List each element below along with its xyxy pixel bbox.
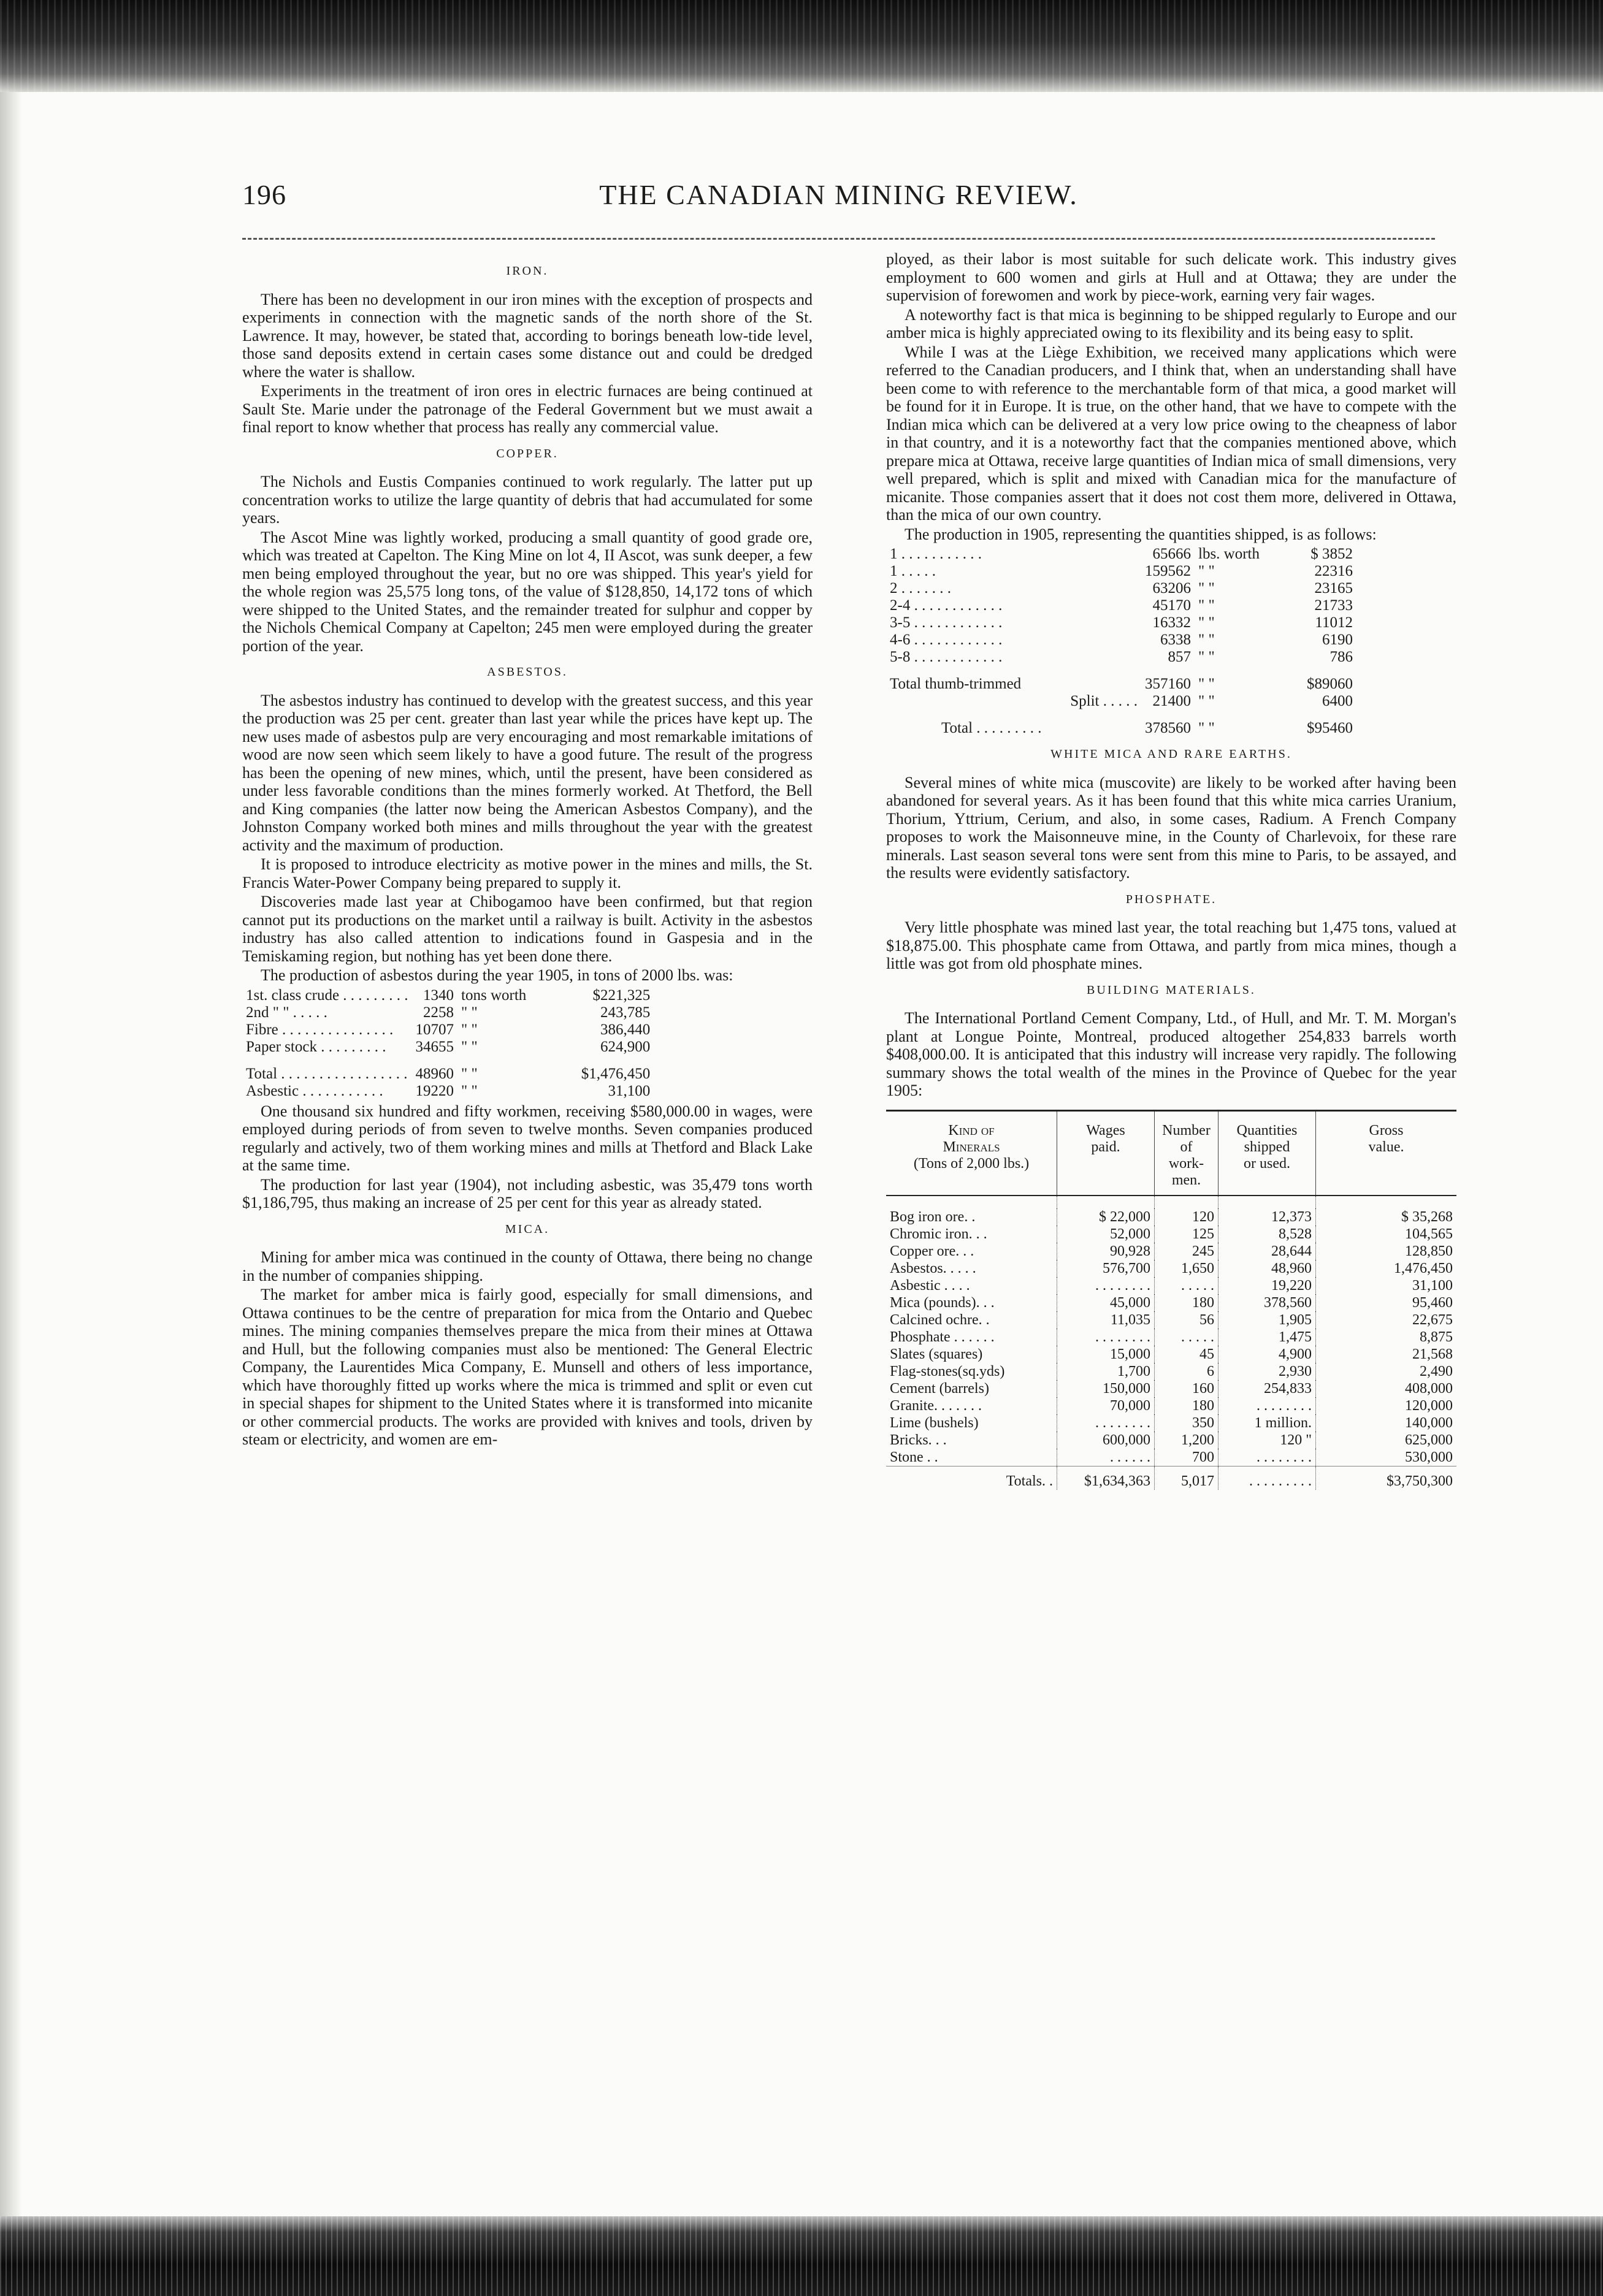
row-label: Split . . . . . <box>1070 693 1138 709</box>
gross-value: 21,568 <box>1412 1346 1453 1362</box>
workmen-count: 180 <box>1155 1397 1219 1414</box>
right-column <box>886 250 1456 1490</box>
table-row <box>886 1432 1456 1449</box>
quantity-shipped: 1,475 <box>1219 1329 1316 1346</box>
quantity-shipped: 2,930 <box>1219 1363 1316 1380</box>
gross-value: $ 35,268 <box>1401 1208 1453 1225</box>
row-value: 21733 <box>1314 597 1353 614</box>
column-header-wages: Wages paid. <box>1057 1110 1155 1196</box>
quantity-shipped: . . . . . . . . <box>1219 1449 1316 1466</box>
row-label: Fibre . . . . . . . . . . . . . . . <box>246 1021 394 1038</box>
wages-paid: 45,000 <box>1057 1294 1155 1311</box>
row-value: $95460 <box>1307 720 1353 736</box>
row-unit: " " <box>461 1038 478 1055</box>
row-label: Total thumb-trimmed <box>890 676 1022 692</box>
table-row <box>886 1449 1456 1466</box>
section-heading-white-mica: WHITE MICA AND RARE EARTHS. <box>1050 747 1292 761</box>
table-row <box>886 1277 1456 1294</box>
row-unit: lbs. worth <box>1198 546 1260 562</box>
section-heading-copper: COPPER. <box>496 446 559 460</box>
gross-value: 95,460 <box>1412 1294 1453 1311</box>
mineral-name: Mica (pounds). . . <box>886 1294 1057 1311</box>
column-header-workmen: Number of work- men. <box>1155 1110 1219 1196</box>
wages-paid: . . . . . . <box>1057 1449 1155 1466</box>
row-unit: " " <box>461 1082 478 1099</box>
paragraph: The asbestos industry has continued to develop with the greatest success, and this year the production was 25 per cent. greater than last year while the prices have kept up. The new uses made of asbestos pulp are very encouraging and most remarkable imitations of wood are now seen which seem likely to have a good future. The result of the progress has been the opening of new mines, which, until the present, have been considered as under less favorable conditions than the mines formerly worked. At Thetford, the Bell and King companies (the latter now being the American Asbestos Company), and the Johnston Company worked both mines and mills throughout the year with the greatest activity and the maximum of production. <box>242 691 813 854</box>
row-unit: " " <box>1198 563 1215 579</box>
quantity-shipped: 1,905 <box>1219 1311 1316 1329</box>
quantity-shipped: 19,220 <box>1219 1277 1316 1294</box>
table-row-total <box>242 1056 654 1083</box>
row-value: 22316 <box>1314 563 1353 579</box>
table-row <box>886 614 1356 631</box>
row-label: Total . . . . . . . . . <box>941 720 1042 736</box>
gross-value: 625,000 <box>1405 1432 1453 1448</box>
gross-value: 104,565 <box>1405 1226 1453 1242</box>
page-header <box>242 173 1435 216</box>
workmen-count: 125 <box>1155 1226 1219 1243</box>
row-value: $221,325 <box>592 986 651 1004</box>
summary-table-body <box>886 1208 1456 1466</box>
quantity-shipped: 12,373 <box>1219 1208 1316 1226</box>
row-qty: 48960 <box>415 1065 454 1082</box>
row-qty: 6338 <box>1160 631 1191 648</box>
gross-value: 31,100 <box>1412 1277 1453 1294</box>
mineral-name: Flag-stones(sq.yds) <box>886 1363 1057 1380</box>
workmen-count: 1,200 <box>1155 1432 1219 1449</box>
row-label: 2-4 . . . . . . . . . . . . <box>890 597 1003 614</box>
row-unit: " " <box>1198 597 1215 614</box>
table-row <box>886 1397 1456 1414</box>
gross-value: 530,000 <box>1405 1449 1453 1465</box>
row-qty: 857 <box>1168 649 1191 665</box>
gross-value: 120,000 <box>1405 1397 1453 1414</box>
workmen-count: 45 <box>1155 1346 1219 1363</box>
paragraph: While I was at the Liège Exhibition, we received many applications which were referred to the Canadian producers, and I think that, when an understanding shall have been come to with reference to the merchantable form of that mica, a good market will be found for it in Europe. It is true, on the other hand, that we have to compete with the Indian mica which can be delivered at a very low price owing to the cheapness of labor in that country, and it is a noteworthy fact that the companies mentioned above, which prepare mica at Ottawa, receive large quantities of Indian mica of small dimensions, very well prepared, which is split and mixed with Canadian mica for the manufacture of micanite. Those companies assert that it does not cost them more, delivered in Ottawa, than the mica of our own country. <box>886 343 1456 524</box>
row-label: 5-8 . . . . . . . . . . . . <box>890 649 1003 665</box>
paragraph: Mining for amber mica was continued in the county of Ottawa, there being no change in the number of companies shipping. <box>242 1248 813 1284</box>
gross-value: 2,490 <box>1420 1363 1453 1379</box>
journal-title: THE CANADIAN MINING REVIEW. <box>599 178 1078 210</box>
row-value: $ 3852 <box>1310 546 1353 562</box>
quantity-shipped: 254,833 <box>1219 1380 1316 1397</box>
workmen-count: 120 <box>1155 1208 1219 1226</box>
paragraph: Discoveries made last year at Chibogamoo have been confirmed, but that region cannot put its productions on the market until a railway is built. Activity in the asbestos industry has also called attention to indications found in Gaspesia and in the Temiskaming region, but nothing has yet been done there. <box>242 893 813 965</box>
mineral-name: Asbestic . . . . <box>886 1277 1057 1294</box>
mineral-wealth-summary-table <box>886 1110 1456 1490</box>
table-row <box>886 1363 1456 1380</box>
row-qty: 2258 <box>423 1004 454 1021</box>
table-spacer <box>886 1196 1456 1208</box>
mineral-name: Cement (barrels) <box>886 1380 1057 1397</box>
paragraph: The Nichols and Eustis Companies continued to work regularly. The latter put up concentration works to utilize the large quantity of debris that had accumulated for some years. <box>242 473 813 527</box>
table-row <box>242 1004 654 1021</box>
wages-paid: $ 22,000 <box>1057 1208 1155 1226</box>
table-row-subtotal <box>886 666 1356 693</box>
totals-gross-value: $3,750,300 <box>1316 1466 1457 1490</box>
paragraph: The production of asbestos during the year 1905, in tons of 2000 lbs. was: <box>261 966 733 984</box>
row-unit: " " <box>461 1021 478 1038</box>
row-qty: 45170 <box>1152 597 1191 614</box>
row-unit: " " <box>1198 693 1215 709</box>
table-row <box>886 597 1356 614</box>
gross-value: 140,000 <box>1405 1414 1453 1431</box>
section-heading-mica: MICA. <box>505 1222 550 1236</box>
workmen-count: 6 <box>1155 1363 1219 1380</box>
paragraph: The production for last year (1904), not including asbestic, was 35,479 tons worth $1,186,795, thus making an increase of 25 per cent for this year as already stated. <box>242 1175 813 1211</box>
workmen-count: 160 <box>1155 1380 1219 1397</box>
table-row <box>886 1346 1456 1363</box>
column-header-kind: Kind of Minerals (Tons of 2,000 lbs.) <box>886 1110 1057 1196</box>
quantity-shipped: 1 million. <box>1219 1414 1316 1432</box>
wages-paid: 11,035 <box>1057 1311 1155 1329</box>
row-label: Total . . . . . . . . . . . . . . . . . <box>246 1065 408 1082</box>
wages-paid: 600,000 <box>1057 1432 1155 1449</box>
mineral-name: Stone . . <box>886 1449 1057 1466</box>
table-row <box>886 1414 1456 1432</box>
row-value: 624,900 <box>600 1038 651 1055</box>
row-value: 6400 <box>1322 693 1353 709</box>
row-unit: " " <box>1198 614 1215 631</box>
wages-paid: 52,000 <box>1057 1226 1155 1243</box>
table-row <box>886 1380 1456 1397</box>
workmen-count: . . . . . <box>1155 1329 1219 1346</box>
column-header-gross-value: Gross value. <box>1316 1110 1457 1196</box>
row-label: Paper stock . . . . . . . . . <box>246 1038 386 1055</box>
mineral-name: Bog iron ore. . <box>886 1208 1057 1226</box>
table-row <box>886 563 1356 580</box>
row-label: 1 . . . . . . . . . . . <box>890 546 982 562</box>
row-label: 1 . . . . . <box>890 563 936 579</box>
row-qty: 34655 <box>415 1038 454 1055</box>
wages-paid: 90,928 <box>1057 1243 1155 1260</box>
section-heading-building-materials: BUILDING MATERIALS. <box>1087 983 1256 997</box>
gross-value: 22,675 <box>1412 1311 1453 1328</box>
paragraph: ployed, as their labor is most suitable for such delicate work. This industry gives employment to 600 women and girls at Hull and at Ottawa; they are under the supervision of forewomen and work by piece-work, earning very fair wages. <box>886 250 1456 304</box>
table-row <box>886 580 1356 597</box>
wages-paid: 1,700 <box>1057 1363 1155 1380</box>
totals-workmen: 5,017 <box>1155 1466 1219 1490</box>
row-qty: 378560 <box>1145 720 1191 736</box>
wages-paid: . . . . . . . . <box>1057 1329 1155 1346</box>
mineral-name: Slates (squares) <box>886 1346 1057 1363</box>
paragraph: Experiments in the treatment of iron ores in electric furnaces are being continued at Sault Ste. Marie under the patronage of the Federal Government but we must await a final report to know whether that process has really any commercial value. <box>242 382 813 436</box>
row-qty: 10707 <box>415 1021 454 1038</box>
row-qty: 63206 <box>1152 580 1191 597</box>
gross-value: 408,000 <box>1405 1380 1453 1397</box>
gross-value: 1,476,450 <box>1394 1260 1453 1276</box>
gross-value: 128,850 <box>1405 1243 1453 1259</box>
table-row <box>886 631 1356 649</box>
quantity-shipped: 28,644 <box>1219 1243 1316 1260</box>
table-row <box>242 1083 654 1100</box>
row-unit: " " <box>1198 649 1215 665</box>
totals-wages: $1,634,363 <box>1057 1466 1155 1490</box>
paragraph: The Ascot Mine was lightly worked, producing a small quantity of good grade ore, which was treated at Capelton. The King Mine on lot 4, II Ascot, was sunk deeper, a few men being employed throughout the year, but no ore was shipped. This year's yield for the whole region was 25,575 long tons, of the value of $128,850, 14,172 tons of which were shipped to the United States, and the remainder treated for sulphur and copper by the Nichols Chemical Company at Capelton; 245 men were employed during the greater portion of the year. <box>242 528 813 655</box>
column-header-quantities: Quantities shipped or used. <box>1219 1110 1316 1196</box>
workmen-count: 350 <box>1155 1414 1219 1432</box>
table-row <box>886 1260 1456 1277</box>
wages-paid: . . . . . . . . <box>1057 1277 1155 1294</box>
paragraph: The market for amber mica is fairly good, especially for small dimensions, and Ottawa continues to be the centre of preparation for mica from the Ontario and Quebec mines. The mining companies themselves prepare the mica from their mines at Ottawa and Hull, but the following companies must also be mentioned: The General Electric Company, the Laurentides Mica Company, E. Munsell and others of less importance, which have thoroughly fitted up works where the mica is trimmed and split or even cut in special shapes for shipment to the United States where it is transformed into micanite or other commercial products. The works are provided with knives and tools, driven by steam or electricity, and women are em- <box>242 1286 813 1448</box>
mineral-name: Copper ore. . . <box>886 1243 1057 1260</box>
row-unit: " " <box>1198 720 1215 736</box>
row-value: 31,100 <box>608 1082 651 1099</box>
row-value: 386,440 <box>600 1021 651 1038</box>
mineral-name: Asbestos. . . . . <box>886 1260 1057 1277</box>
row-unit: " " <box>1198 676 1215 692</box>
table-row <box>886 693 1356 710</box>
row-label: 2nd " " . . . . . <box>246 1004 327 1021</box>
paragraph: There has been no development in our iron mines with the exception of prospects and experiments in connection with the magnetic sands of the north shore of the St. Lawrence. It may, however, be stated that, according to borings beneath low-tide level, those sand deposits extend in certain cases some distance out and could be dredged where the water is shallow. <box>242 290 813 381</box>
row-qty: 1340 <box>423 986 454 1004</box>
table-row <box>886 546 1356 563</box>
table-row <box>886 1208 1456 1226</box>
scan-border-bottom <box>0 2216 1603 2296</box>
row-qty: 159562 <box>1145 563 1191 579</box>
quantity-shipped: . . . . . . . . <box>1219 1397 1316 1414</box>
table-row <box>886 1294 1456 1311</box>
mineral-name: Lime (bushels) <box>886 1414 1057 1432</box>
mineral-name: Granite. . . . . . . <box>886 1397 1057 1414</box>
totals-quantity: . . . . . . . . . <box>1219 1466 1316 1490</box>
section-heading-phosphate: PHOSPHATE. <box>1125 892 1217 906</box>
table-row <box>242 1021 654 1039</box>
row-label: 3-5 . . . . . . . . . . . . <box>890 614 1003 631</box>
wages-paid: . . . . . . . . <box>1057 1414 1155 1432</box>
row-unit: " " <box>461 1004 478 1021</box>
paragraph: Very little phosphate was mined last year, the total reaching but 1,475 tons, valued at $18,875.00. This phosphate came from Ottawa, and partly from mica mines, though a little was got from old phosphate mines. <box>886 918 1456 972</box>
wages-paid: 150,000 <box>1057 1380 1155 1397</box>
row-label: 1st. class crude . . . . . . . . . <box>246 986 408 1004</box>
table-row <box>886 1243 1456 1260</box>
row-value: 6190 <box>1322 631 1353 648</box>
left-column <box>242 250 813 1450</box>
row-label: 4-6 . . . . . . . . . . . . <box>890 631 1003 648</box>
table-row <box>242 1039 654 1056</box>
page-number: 196 <box>242 178 286 210</box>
wages-paid: 70,000 <box>1057 1397 1155 1414</box>
section-heading-asbestos: ASBESTOS. <box>487 665 568 679</box>
gross-value: 8,875 <box>1420 1329 1453 1345</box>
mineral-name: Chromic iron. . . <box>886 1226 1057 1243</box>
quantity-shipped: 120 " <box>1219 1432 1316 1449</box>
workmen-count: 245 <box>1155 1243 1219 1260</box>
row-value: $1,476,450 <box>581 1065 651 1082</box>
row-value: 786 <box>1329 649 1353 665</box>
asbestos-production-table <box>242 987 654 1100</box>
row-qty: 357160 <box>1145 676 1191 692</box>
scan-border-top <box>0 0 1603 92</box>
workmen-count: 700 <box>1155 1449 1219 1466</box>
table-row <box>242 987 654 1004</box>
row-unit: " " <box>1198 631 1215 648</box>
row-label: Asbestic . . . . . . . . . . . <box>246 1082 383 1099</box>
mineral-name: Phosphate . . . . . . <box>886 1329 1057 1346</box>
row-qty: 19220 <box>415 1082 454 1099</box>
table-row <box>886 1329 1456 1346</box>
row-unit: " " <box>1198 580 1215 597</box>
paragraph: It is proposed to introduce electricity as motive power in the mines and mills, the St. Francis Water-Power Company being prepared to supply it. <box>242 855 813 891</box>
quantity-shipped: 48,960 <box>1219 1260 1316 1277</box>
quantity-shipped: 378,560 <box>1219 1294 1316 1311</box>
paragraph: Several mines of white mica (muscovite) are likely to be worked after having been abandoned for several years. As it has been found that this white mica carries Uranium, Thorium, Yttrium, Cerium, and also, in some cases, Radium. A French Company proposes to work the Maisonneuve mine, in the County of Charlevoix, for these rare minerals. Last season several tons were sent from this mine to Paris, to be assayed, and the results were evidently satisfactory. <box>886 773 1456 882</box>
mica-production-table <box>886 546 1356 737</box>
workmen-count: 56 <box>1155 1311 1219 1329</box>
table-row <box>886 1226 1456 1243</box>
quantity-shipped: 8,528 <box>1219 1226 1316 1243</box>
table-header-row <box>886 1110 1456 1196</box>
row-qty: 21400 <box>1152 693 1191 709</box>
table-row-totals <box>886 1466 1456 1490</box>
paragraph: A noteworthy fact is that mica is beginning to be shipped regularly to Europe and our amber mica is highly appreciated owing to its flexibility and its being easy to split. <box>886 305 1456 341</box>
paragraph: The International Portland Cement Company, Ltd., of Hull, and Mr. T. M. Morgan's plant at Longue Pointe, Montreal, produced altogether 254,833 barrels worth $408,000.00. It is anticipated that this industry will increase very rapidly. The following summary shows the total wealth of the mines in the Province of Quebec for the year 1905: <box>886 1009 1456 1099</box>
row-value: $89060 <box>1307 676 1353 692</box>
mineral-name: Calcined ochre. . <box>886 1311 1057 1329</box>
row-unit: " " <box>461 1065 478 1082</box>
section-heading-iron: IRON. <box>506 264 549 278</box>
paragraph: The production in 1905, representing the quantities shipped, is as follows: <box>905 525 1377 543</box>
row-label: 2 . . . . . . . <box>890 580 951 597</box>
wages-paid: 15,000 <box>1057 1346 1155 1363</box>
workmen-count: 180 <box>1155 1294 1219 1311</box>
mineral-name: Bricks. . . <box>886 1432 1057 1449</box>
quantity-shipped: 4,900 <box>1219 1346 1316 1363</box>
workmen-count: . . . . . <box>1155 1277 1219 1294</box>
row-qty: 65666 <box>1152 546 1191 562</box>
table-row <box>886 649 1356 666</box>
row-value: 243,785 <box>600 1004 651 1021</box>
totals-label: Totals. . <box>886 1466 1057 1490</box>
row-value: 11012 <box>1315 614 1353 631</box>
wages-paid: 576,700 <box>1057 1260 1155 1277</box>
table-row <box>886 1311 1456 1329</box>
row-unit: tons worth <box>461 986 527 1004</box>
row-qty: 16332 <box>1152 614 1191 631</box>
row-value: 23165 <box>1314 580 1353 597</box>
table-row-total <box>886 710 1356 737</box>
header-rule <box>242 238 1435 240</box>
workmen-count: 1,650 <box>1155 1260 1219 1277</box>
paragraph: One thousand six hundred and fifty workmen, receiving $580,000.00 in wages, were employed during periods of from seven to twelve months. Seven companies produced regularly and actively, two of them working mines and mills at Thetford and Black Lake at the same time. <box>242 1102 813 1174</box>
scan-border-left <box>0 92 22 2216</box>
